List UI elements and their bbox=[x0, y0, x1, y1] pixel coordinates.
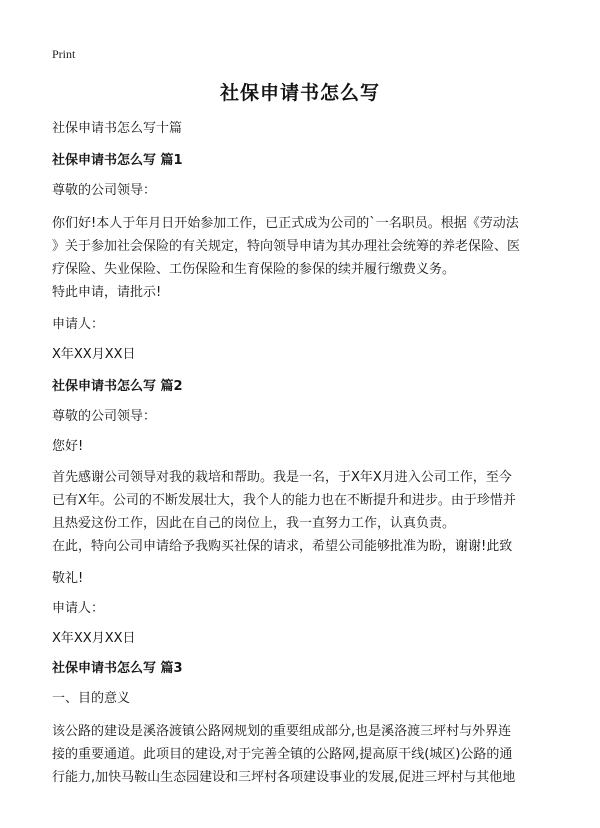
paragraph-2 bbox=[52, 466, 548, 535]
date-1: X年XX月XX日 bbox=[52, 347, 136, 362]
intro-line: 社保申请书怎么写十篇 bbox=[52, 121, 183, 136]
greeting-2: 您好! bbox=[52, 439, 84, 454]
paragraph-line: 》关于参加社会保险的有关规定，特向领导申请为其办理社会统筹的养老保险、医 bbox=[52, 239, 521, 254]
subheading-3: 一、目的意义 bbox=[52, 691, 131, 706]
salutation-1: 尊敬的公司领导： bbox=[52, 183, 157, 198]
print-label[interactable]: Print bbox=[52, 47, 76, 61]
salutation-2: 尊敬的公司领导： bbox=[52, 409, 157, 424]
paragraph-line: 首先感谢公司领导对我的栽培和帮助。我是一名，于X年X月进入公司工作，至今 bbox=[52, 470, 512, 485]
paragraph-line: 行能力,加快马鞍山生态园建设和三坪村各项建设事业的发展,促进三坪村与其他地 bbox=[52, 770, 516, 785]
request-2: 在此，特向公司申请给予我购买社保的请求，希望公司能够批准为盼，谢谢!此致 bbox=[52, 539, 513, 554]
paragraph-line: 且热爱这份工作，因此在自己的岗位上，我一直努力工作，认真负责。 bbox=[52, 516, 456, 531]
date-2: X年XX月XX日 bbox=[52, 631, 136, 646]
paragraph-line: 该公路的建设是溪洛渡镇公路网规划的重要组成部分,也是溪洛渡三坪村与外界连 bbox=[52, 724, 512, 739]
applicant-1: 申请人： bbox=[52, 317, 105, 332]
section-heading-3: 社保申请书怎么写 篇3 bbox=[52, 661, 183, 676]
document-title: 社保申请书怎么写 bbox=[219, 82, 380, 104]
section-heading-2: 社保申请书怎么写 篇2 bbox=[52, 379, 183, 394]
regards-2: 敬礼! bbox=[52, 571, 84, 586]
paragraph-line: 你们好!本人于年月日开始参加工作，已正式成为公司的`一名职员。根据《劳动法 bbox=[52, 216, 519, 231]
closing-1: 特此申请，请批示! bbox=[52, 285, 162, 300]
paragraph-line: 疗保险、失业保险、工伤保险和生育保险的参保的续并履行缴费义务。 bbox=[52, 262, 456, 277]
applicant-2: 申请人： bbox=[52, 601, 105, 616]
paragraph-line: 接的重要通道。此项目的建设,对于完善全镇的公路网,提高原干线(城区)公路的通 bbox=[52, 747, 513, 762]
paragraph-1 bbox=[52, 212, 548, 281]
paragraph-line: 已有X年。公司的不断发展壮大，我个人的能力也在不断提升和进步。由于珍惜并 bbox=[52, 493, 516, 508]
section-heading-1: 社保申请书怎么写 篇1 bbox=[52, 153, 183, 168]
paragraph-3 bbox=[52, 720, 548, 789]
